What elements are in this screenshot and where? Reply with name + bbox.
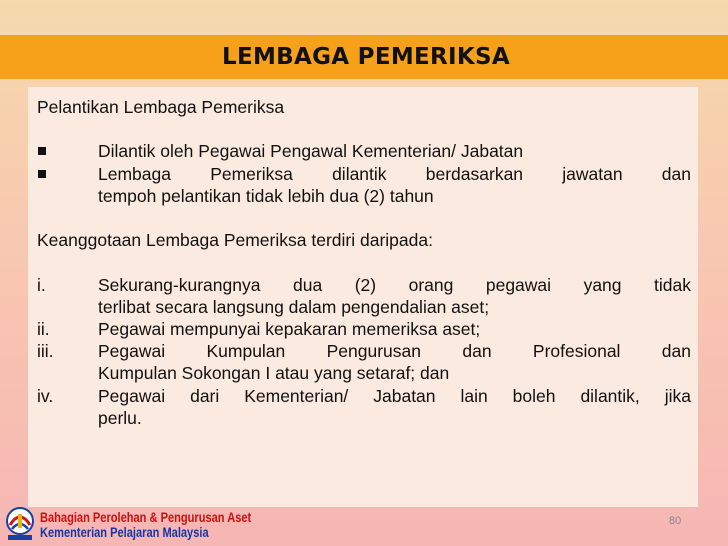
list-item: iv. Pegawai dari Kementerian/ Jabatan lain boleh dilantik, jika xyxy=(37,385,691,406)
list-item: i. Sekurang-kurangnya dua (2) orang pegawai yang tidak xyxy=(37,274,691,295)
square-bullet-icon xyxy=(38,147,46,155)
footer-department: Bahagian Perolehan & Pengurusan Aset xyxy=(40,510,252,525)
bullet-item: Lembaga Pemeriksa dilantik berdasarkan jawatan dan xyxy=(37,163,691,185)
list-item: iii. Pegawai Kumpulan Pengurusan dan Profesional dan xyxy=(37,341,691,362)
page-number: 80 xyxy=(669,515,682,527)
slide-body: Pelantikan Lembaga Pemeriksa Dilantik oleh Pegawai Pengawal Kementerian/ Jabatan Lembaga Pemeriksa dilantik berdasarkan jawatan dan tempoh pelantikan tidak lebih dua (2) tahun Keanggotaan Lembaga Pemeriksa terdiri daripada: i. Sekurang-kurangnya dua (2) orang pegawai yang tidak terlibat secara langsung dalam pengendalian aset; ii. Pegawai mempunyai kepakaran memeriksa aset; iii. Pegawai Kumpulan Pengurusan dan Profesional dan Kumpulan Sokongan I atau yang setaraf; dan iv. Pegawai dari Kementerian/ Jabatan lain boleh dilantik, jika perlu. xyxy=(37,97,691,428)
square-bullet-icon xyxy=(38,170,46,178)
footer-org-text xyxy=(40,510,251,540)
footer-ministry: Kementerian Pelajaran Malaysia xyxy=(40,525,209,540)
bullet-item: Dilantik oleh Pegawai Pengawal Kementerian/ Jabatan xyxy=(37,140,691,162)
slide-title: LEMBAGA PEMERIKSA xyxy=(222,44,510,70)
ministry-logo-icon xyxy=(2,505,38,545)
heading-keanggotaan: Keanggotaan Lembaga Pemeriksa terdiri daripada: xyxy=(37,230,433,251)
heading-pelantikan: Pelantikan Lembaga Pemeriksa xyxy=(37,97,285,117)
list-item: ii. Pegawai mempunyai kepakaran memeriksa aset; xyxy=(37,318,481,339)
